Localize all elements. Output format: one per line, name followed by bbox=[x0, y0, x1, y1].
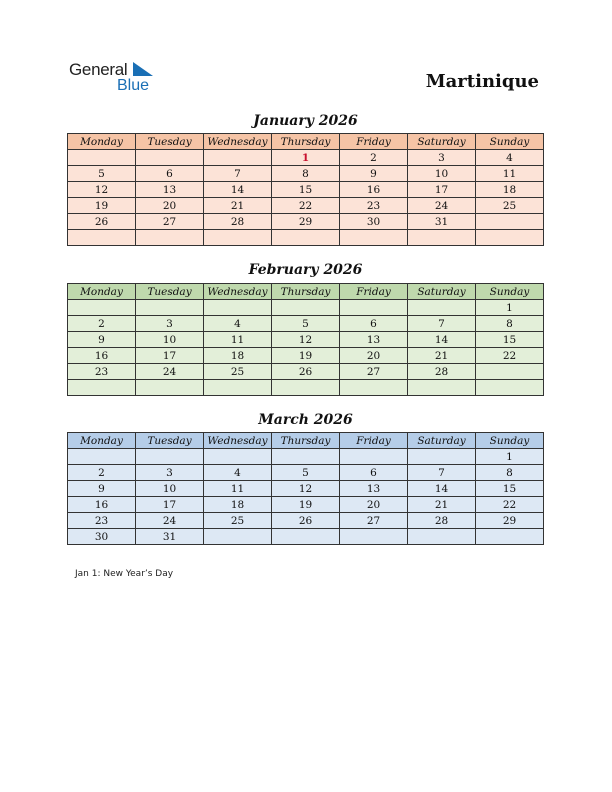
day-cell: 26 bbox=[272, 513, 340, 529]
week-row bbox=[68, 214, 544, 230]
day-cell bbox=[340, 380, 408, 396]
day-cell: 17 bbox=[136, 348, 204, 364]
day-cell: 16 bbox=[340, 182, 408, 198]
day-cell bbox=[136, 380, 204, 396]
day-cell: 21 bbox=[408, 497, 476, 513]
day-cell: 27 bbox=[340, 364, 408, 380]
day-cell: 1 bbox=[476, 449, 544, 465]
day-cell: 11 bbox=[204, 332, 272, 348]
day-cell: 26 bbox=[68, 214, 136, 230]
logo-word-general: General bbox=[69, 60, 128, 79]
weekday-header-row bbox=[68, 284, 544, 300]
day-cell bbox=[408, 380, 476, 396]
day-cell: 28 bbox=[408, 513, 476, 529]
day-cell bbox=[68, 380, 136, 396]
weekday-header: Tuesday bbox=[136, 284, 204, 300]
day-cell: 24 bbox=[136, 513, 204, 529]
weekday-header-row bbox=[68, 134, 544, 150]
day-cell bbox=[476, 380, 544, 396]
holiday-note: Jan 1: New Year’s Day bbox=[75, 569, 174, 579]
week-row bbox=[68, 150, 544, 166]
day-cell: 5 bbox=[68, 166, 136, 182]
day-cell: 11 bbox=[476, 166, 544, 182]
day-cell: 12 bbox=[68, 182, 136, 198]
day-cell bbox=[272, 300, 340, 316]
weekday-header: Thursday bbox=[272, 284, 340, 300]
day-cell: 23 bbox=[68, 364, 136, 380]
day-cell: 19 bbox=[272, 348, 340, 364]
day-cell: 27 bbox=[340, 513, 408, 529]
day-cell: 11 bbox=[204, 481, 272, 497]
day-cell bbox=[136, 150, 204, 166]
month-title-feb: February 2026 bbox=[248, 262, 363, 278]
day-cell: 14 bbox=[408, 481, 476, 497]
day-cell: 23 bbox=[68, 513, 136, 529]
day-cell: 25 bbox=[476, 198, 544, 214]
day-cell: 20 bbox=[340, 348, 408, 364]
day-cell: 4 bbox=[204, 316, 272, 332]
day-cell: 9 bbox=[68, 332, 136, 348]
week-row bbox=[68, 300, 544, 316]
day-cell: 30 bbox=[68, 529, 136, 545]
day-cell bbox=[68, 300, 136, 316]
day-cell: 28 bbox=[408, 364, 476, 380]
day-cell bbox=[476, 364, 544, 380]
month-title-jan: January 2026 bbox=[253, 113, 358, 129]
day-cell: 19 bbox=[68, 198, 136, 214]
day-cell: 4 bbox=[476, 150, 544, 166]
day-cell: 14 bbox=[408, 332, 476, 348]
day-cell: 20 bbox=[136, 198, 204, 214]
logo-word-blue: Blue bbox=[117, 77, 150, 94]
day-cell bbox=[476, 529, 544, 545]
day-cell: 30 bbox=[340, 214, 408, 230]
day-cell: 2 bbox=[68, 465, 136, 481]
day-cell: 4 bbox=[204, 465, 272, 481]
week-row bbox=[68, 348, 544, 364]
day-cell bbox=[272, 449, 340, 465]
day-cell: 8 bbox=[272, 166, 340, 182]
day-cell bbox=[136, 300, 204, 316]
day-cell bbox=[272, 230, 340, 246]
day-cell: 1 bbox=[476, 300, 544, 316]
day-cell: 26 bbox=[272, 364, 340, 380]
day-cell: 3 bbox=[136, 465, 204, 481]
day-cell: 16 bbox=[68, 497, 136, 513]
day-cell: 15 bbox=[476, 332, 544, 348]
day-cell: 19 bbox=[272, 497, 340, 513]
week-row bbox=[68, 513, 544, 529]
day-cell: 6 bbox=[136, 166, 204, 182]
weekday-header: Thursday bbox=[272, 433, 340, 449]
day-cell: 29 bbox=[476, 513, 544, 529]
day-cell: 13 bbox=[340, 481, 408, 497]
week-row bbox=[68, 497, 544, 513]
day-cell: 22 bbox=[272, 198, 340, 214]
day-cell: 18 bbox=[204, 497, 272, 513]
day-cell bbox=[136, 449, 204, 465]
day-cell: 13 bbox=[340, 332, 408, 348]
weekday-header: Friday bbox=[340, 284, 408, 300]
calendar-table-jan bbox=[67, 133, 544, 246]
day-cell: 25 bbox=[204, 513, 272, 529]
day-cell: 15 bbox=[272, 182, 340, 198]
week-row bbox=[68, 529, 544, 545]
day-cell bbox=[204, 230, 272, 246]
week-row bbox=[68, 449, 544, 465]
day-cell bbox=[408, 230, 476, 246]
day-cell: 12 bbox=[272, 481, 340, 497]
day-cell: 9 bbox=[340, 166, 408, 182]
day-cell: 3 bbox=[408, 150, 476, 166]
day-cell: 7 bbox=[204, 166, 272, 182]
day-cell bbox=[340, 230, 408, 246]
week-row bbox=[68, 481, 544, 497]
day-cell: 15 bbox=[476, 481, 544, 497]
day-cell: 28 bbox=[204, 214, 272, 230]
day-cell: 5 bbox=[272, 465, 340, 481]
day-cell: 7 bbox=[408, 316, 476, 332]
weekday-header: Wednesday bbox=[204, 284, 272, 300]
weekday-header: Thursday bbox=[272, 134, 340, 150]
day-cell: 2 bbox=[340, 150, 408, 166]
day-cell: 14 bbox=[204, 182, 272, 198]
day-cell bbox=[476, 214, 544, 230]
weekday-header: Tuesday bbox=[136, 134, 204, 150]
weekday-header: Monday bbox=[68, 284, 136, 300]
week-row bbox=[68, 230, 544, 246]
day-cell bbox=[340, 529, 408, 545]
day-cell: 21 bbox=[204, 198, 272, 214]
weekday-header: Sunday bbox=[476, 433, 544, 449]
day-cell: 20 bbox=[340, 497, 408, 513]
day-cell: 12 bbox=[272, 332, 340, 348]
week-row bbox=[68, 364, 544, 380]
week-row bbox=[68, 166, 544, 182]
day-cell: 6 bbox=[340, 316, 408, 332]
day-cell: 25 bbox=[204, 364, 272, 380]
day-cell: 8 bbox=[476, 465, 544, 481]
day-cell: 18 bbox=[204, 348, 272, 364]
weekday-header: Wednesday bbox=[204, 134, 272, 150]
month-title-mar: March 2026 bbox=[258, 412, 353, 428]
weekday-header: Wednesday bbox=[204, 433, 272, 449]
day-cell: 7 bbox=[408, 465, 476, 481]
weekday-header: Saturday bbox=[408, 134, 476, 150]
weekday-header: Friday bbox=[340, 433, 408, 449]
country-title: Martinique bbox=[425, 71, 539, 92]
day-cell bbox=[204, 150, 272, 166]
day-cell bbox=[408, 529, 476, 545]
day-cell: 13 bbox=[136, 182, 204, 198]
day-cell bbox=[68, 449, 136, 465]
week-row bbox=[68, 380, 544, 396]
calendar-table-feb bbox=[67, 283, 544, 396]
brand-logo bbox=[69, 60, 159, 96]
day-cell bbox=[408, 300, 476, 316]
day-cell bbox=[340, 449, 408, 465]
day-cell bbox=[136, 230, 204, 246]
day-cell: 21 bbox=[408, 348, 476, 364]
day-cell: 31 bbox=[136, 529, 204, 545]
day-cell bbox=[476, 230, 544, 246]
day-cell: 22 bbox=[476, 348, 544, 364]
day-cell bbox=[272, 380, 340, 396]
weekday-header: Saturday bbox=[408, 433, 476, 449]
day-cell: 10 bbox=[408, 166, 476, 182]
day-cell bbox=[68, 150, 136, 166]
week-row bbox=[68, 465, 544, 481]
day-cell: 10 bbox=[136, 481, 204, 497]
day-cell bbox=[204, 300, 272, 316]
day-cell bbox=[68, 230, 136, 246]
weekday-header: Saturday bbox=[408, 284, 476, 300]
day-cell: 5 bbox=[272, 316, 340, 332]
day-cell: 27 bbox=[136, 214, 204, 230]
day-cell bbox=[204, 449, 272, 465]
weekday-header: Sunday bbox=[476, 284, 544, 300]
weekday-header: Monday bbox=[68, 433, 136, 449]
day-cell: 1 bbox=[272, 150, 340, 166]
day-cell: 8 bbox=[476, 316, 544, 332]
day-cell: 9 bbox=[68, 481, 136, 497]
weekday-header-row bbox=[68, 433, 544, 449]
logo-triangle-icon bbox=[133, 62, 153, 78]
day-cell: 24 bbox=[136, 364, 204, 380]
day-cell: 3 bbox=[136, 316, 204, 332]
day-cell: 31 bbox=[408, 214, 476, 230]
day-cell: 17 bbox=[408, 182, 476, 198]
day-cell: 22 bbox=[476, 497, 544, 513]
day-cell: 6 bbox=[340, 465, 408, 481]
day-cell: 29 bbox=[272, 214, 340, 230]
day-cell: 24 bbox=[408, 198, 476, 214]
week-row bbox=[68, 316, 544, 332]
calendar-table-mar bbox=[67, 432, 544, 545]
day-cell bbox=[408, 449, 476, 465]
week-row bbox=[68, 182, 544, 198]
day-cell: 18 bbox=[476, 182, 544, 198]
weekday-header: Friday bbox=[340, 134, 408, 150]
day-cell: 16 bbox=[68, 348, 136, 364]
weekday-header: Tuesday bbox=[136, 433, 204, 449]
day-cell: 23 bbox=[340, 198, 408, 214]
weekday-header: Monday bbox=[68, 134, 136, 150]
day-cell bbox=[204, 380, 272, 396]
day-cell bbox=[204, 529, 272, 545]
day-cell: 17 bbox=[136, 497, 204, 513]
day-cell: 10 bbox=[136, 332, 204, 348]
day-cell bbox=[340, 300, 408, 316]
week-row bbox=[68, 332, 544, 348]
day-cell bbox=[272, 529, 340, 545]
day-cell: 2 bbox=[68, 316, 136, 332]
week-row bbox=[68, 198, 544, 214]
weekday-header: Sunday bbox=[476, 134, 544, 150]
